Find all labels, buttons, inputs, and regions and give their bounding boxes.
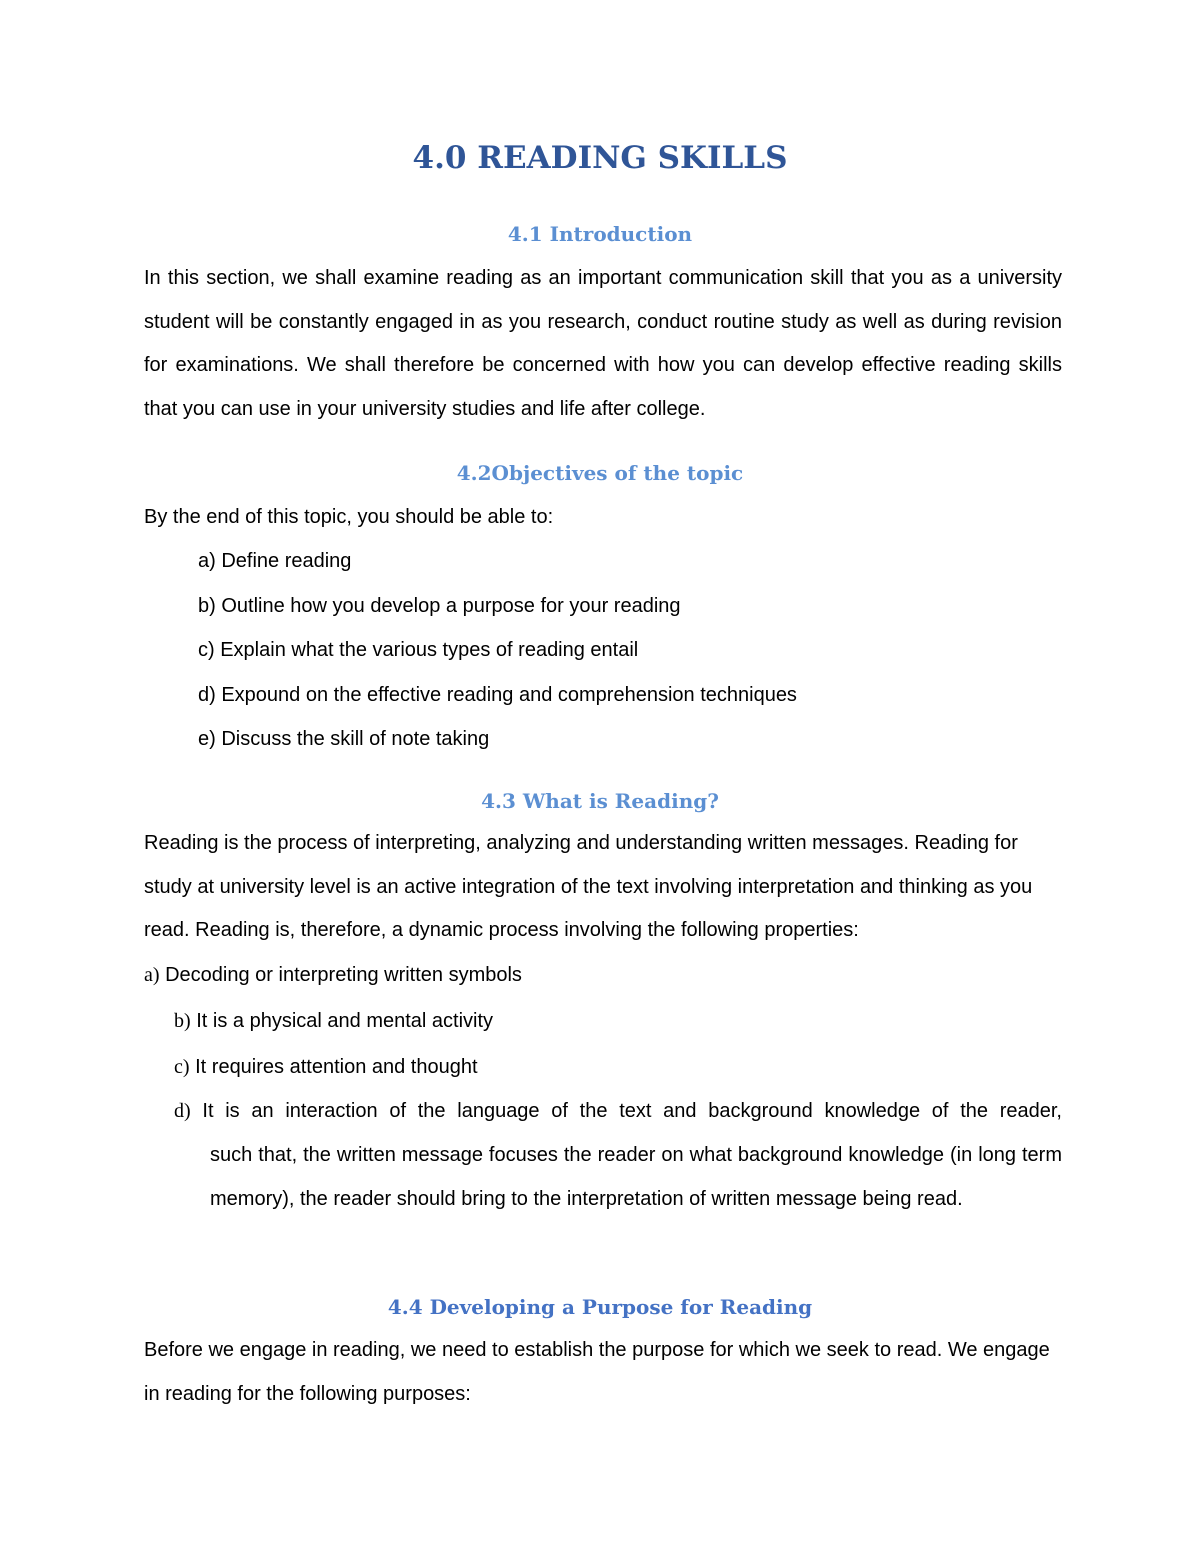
property-text: It requires attention and thought [195, 1056, 478, 1078]
property-text: It is a physical and mental activity [196, 1010, 494, 1032]
property-text: Decoding or interpreting written symbols [165, 964, 522, 986]
property-marker: d) [174, 1100, 191, 1122]
objective-item-c: c) Explain what the various types of reading entail [198, 639, 639, 661]
page-title: 4.0 READING SKILLS [412, 140, 788, 176]
objective-item-b: b) Outline how you develop a purpose for your reading [198, 595, 681, 617]
property-text: It is an interaction of the language of the text and background knowledge of the reader, [202, 1100, 1062, 1122]
objectives-heading: 4.2Objectives of the topic [456, 461, 744, 485]
property-item-d-first-line [174, 1089, 1062, 1133]
objective-item-d: d) Expound on the effective reading and comprehension techniques [198, 684, 797, 706]
property-item-d-continuation: such that, the written message focuses the reader on what background knowledge (in long term memory), the reader should bring to the interpretation of written message being read. [210, 1144, 1062, 1210]
intro-heading: 4.1 Introduction [507, 222, 693, 246]
property-item-c [174, 1054, 478, 1080]
objective-item-a: a) Define reading [198, 550, 352, 572]
property-item-b [174, 1008, 493, 1034]
property-marker: b) [174, 1010, 191, 1032]
what-is-reading-heading: 4.3 What is Reading? [481, 789, 719, 813]
purpose-paragraph: Before we engage in reading, we need to establish the purpose for which we seek to read. We engage in reading for the following purposes: [144, 1339, 1050, 1405]
property-item-d [174, 1089, 1062, 1221]
purpose-heading: 4.4 Developing a Purpose for Reading [387, 1295, 813, 1319]
intro-paragraph: In this section, we shall examine reading as an important communication skill that you as a university student will be constantly engaged in as you research, conduct routine study as well as during revision for examinations. We shall therefore be concerned with how you can develop effective reading skills that you can use in your university studies and life after college. [144, 267, 1062, 420]
property-marker: a) [144, 964, 160, 986]
property-item-a [144, 962, 522, 988]
objective-item-e: e) Discuss the skill of note taking [198, 728, 490, 750]
objectives-lead: By the end of this topic, you should be able to: [144, 506, 554, 528]
what-is-reading-paragraph: Reading is the process of interpreting, analyzing and understanding written messages. Reading for study at university level is an active integration of the text involving interpretation and thinking as you read. Reading is, therefore, a dynamic process involving the following properties: [144, 832, 1033, 941]
property-marker: c) [174, 1056, 190, 1078]
